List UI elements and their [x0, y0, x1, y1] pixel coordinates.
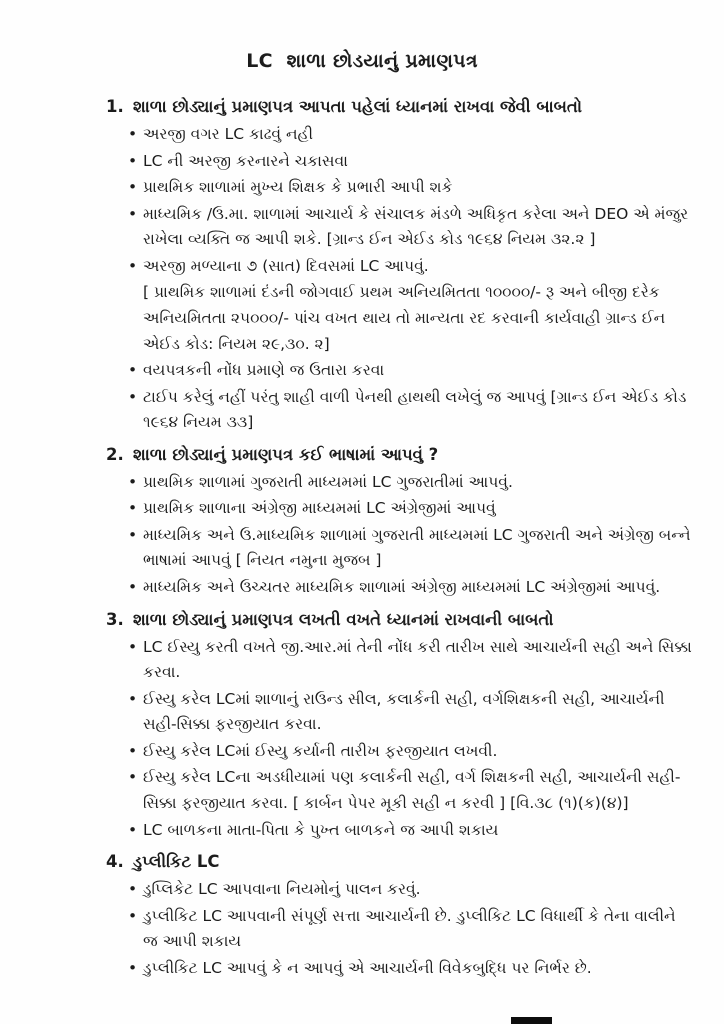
list-item-note	[128, 280, 694, 357]
bullet-icon	[128, 202, 137, 228]
section-heading	[106, 610, 694, 630]
bullet-icon	[128, 358, 137, 384]
section-1	[106, 97, 694, 436]
list-item	[128, 254, 694, 280]
list-item	[128, 202, 694, 253]
list-item	[128, 956, 694, 982]
list-item	[128, 385, 694, 436]
list-item	[128, 175, 694, 201]
bullet-icon	[128, 956, 137, 982]
bullet-icon	[128, 254, 137, 280]
list-item	[128, 358, 694, 384]
bullet-icon	[128, 470, 137, 496]
section-3	[106, 610, 694, 844]
section-number: 4.	[106, 852, 124, 872]
list-item	[128, 496, 694, 522]
item-text: વયપત્રકની નોંધ પ્રમાણે જ ઉતારા કરવા	[143, 361, 385, 380]
item-text: ડુપ્લીકિટ LC આપવાની સંપૂર્ણ સત્તા આચાર્યની છે. ડુપ્લીકિટ LC વિધાર્થી કે તેના વાલીને જ આપી શકાય	[143, 906, 676, 951]
list-item	[128, 635, 694, 686]
list-item	[128, 765, 694, 816]
section-number: 1.	[106, 97, 124, 116]
bullet-list	[106, 122, 694, 436]
bullet-icon	[128, 385, 137, 411]
bullet-icon	[128, 122, 137, 148]
item-text: LC ઈસ્યુ કરતી વખતે જી.આર.માં તેની નોંધ કરી તારીખ સાથે આચાર્યની સહી અને સિક્કા કરવા.	[143, 637, 692, 682]
item-text: પ્રાથમિક શાળામાં મુખ્ય શિક્ષક કે પ્રભારી આપી શકે	[143, 178, 453, 197]
list-item	[128, 877, 694, 903]
item-text: ઈસ્યુ કરેલ LCમાં શાળાનું રાઉન્ડ સીલ, કલાર્કની સહી, વર્ગશિક્ષકની સહી, આચાર્યની સહી-સિક્કા ફરજીયાત કરવા.	[143, 689, 665, 734]
section-4	[106, 852, 694, 981]
bullet-icon	[128, 149, 137, 175]
item-text: માધ્યમિક /ઉ.મા. શાળામાં આચાર્ય કે સંચાલક મંડળે અધિકૃત કરેલા અને DEO એ મંજુર રાખેલા વ્યક્તિ જ આપી શકે. [ગ્રાન્ડ ઈન એઈડ કોડ ૧૯૬૪ નિયમ ૩૨.૨ ]	[143, 204, 689, 249]
bullet-icon	[128, 818, 137, 844]
item-text: ઈસ્યુ કરેલ LCમાં ઈસ્યુ કર્યાની તારીખ ફરજીયાત લખવી.	[143, 741, 498, 760]
list-item	[128, 818, 694, 844]
bullet-icon	[128, 687, 137, 713]
bullet-icon	[128, 765, 137, 791]
bullet-list	[106, 635, 694, 844]
list-item	[128, 470, 694, 496]
section-heading-text: શાળા છોડ્યાનું પ્રમાણપત્ર આપતા પહેલાં ધ્યાનમાં રાખવા જેવી બાબતો	[133, 97, 582, 116]
section-heading-text: શાળા છોડ્યાનું પ્રમાણપત્ર કઈ ભાષામાં આપવું ?	[133, 444, 439, 464]
item-text: પ્રાથમિક શાળામાં ગુજરાતી માધ્યમમાં LC ગુજરાતીમાં આપવું.	[143, 472, 513, 491]
list-item	[128, 523, 694, 574]
item-text: પ્રાથમિક શાળાના અંગ્રેજી માધ્યમમાં LC અંગ્રેજીમાં આપવું	[143, 499, 496, 518]
item-text: LC બાળકના માતા-પિતા કે પુખ્ત બાળકને જ આપી શકાય	[143, 820, 499, 839]
page-title: LC શાળા છોડયાનું પ્રમાણપત્ર	[246, 50, 478, 72]
section-number: 3.	[106, 609, 124, 629]
item-text: અરજી મળ્યાના ૭ (સાત) દિવસમાં LC આપવું.	[143, 256, 429, 275]
bullet-icon	[128, 904, 137, 930]
section-2	[106, 445, 694, 601]
list-item	[128, 739, 694, 765]
item-text: ઈસ્યુ કરેલ LCના અડધીયામાં પણ કલાર્કની સહી, વર્ગ શિક્ષકની સહી, આચાર્યની સહી-સિક્કા ફરજીયાત કરવા. [ કાર્બન પેપર મૂકી સહી ન કરવી ] [વિ.૩૮ (૧)(ક)(૪)]	[143, 768, 681, 812]
bullet-icon	[128, 175, 137, 201]
bullet-icon	[128, 575, 137, 601]
bullet-icon	[128, 877, 137, 903]
item-text: ડુપ્લીકિટ LC આપવું કે ન આપવું એ આચાર્યની વિવેકબુદ્ધિ પર નિર્ભર છે.	[143, 958, 592, 977]
page-corner-mark	[511, 1017, 552, 1024]
bullet-icon	[128, 635, 137, 661]
list-item	[128, 687, 694, 738]
item-text: ટાઈપ કરેલું નહીં પરંતુ શાહી વાળી પેનથી હાથથી લખેલું જ આપવું [ગ્રાન્ડ ઈન એઈડ કોડ ૧૯૬૪ નિયમ ૩૩]	[143, 387, 687, 432]
bullet-icon	[128, 496, 137, 522]
bullet-list	[106, 877, 694, 981]
bullet-list	[106, 470, 694, 601]
section-heading-text: ડુપ્લીકિટ LC	[133, 852, 220, 872]
section-number: 2.	[106, 444, 124, 464]
item-text: માધ્યમિક અને ઉ.માધ્યમિક શાળામાં ગુજરાતી માધ્યમમાં LC ગુજરાતી અને અંગ્રેજી બન્ને ભાષામાં આપવું [ નિયત નમુના મુજબ ]	[143, 525, 691, 570]
item-text: ડુપ્લિકેટ LC આપવાના નિયમોનું પાલન કરવું.	[143, 880, 421, 899]
document-body	[0, 72, 724, 981]
bullet-icon	[128, 523, 137, 549]
section-heading	[106, 445, 694, 465]
list-item	[128, 575, 694, 601]
note-text: [ પ્રાથમિક શાળામાં દંડની જોગવાઈ પ્રથમ અનિયમિતતા ૧૦૦૦૦/- રૂ અને બીજી દરેક અનિયમિતતા ૨૫૦૦૦/- પાંચ વખત થાય તો માન્યતા રદ કરવાની કાર્યવાહી ગ્રાન્ડ ઈન એઈડ કોડ: નિયમ ૨૯,૩૦. ૨]	[143, 283, 666, 353]
section-heading-text: શાળા છોડ્યાનું પ્રમાણપત્ર લખતી વખતે ધ્યાનમાં રાખવાની બાબતો	[133, 609, 554, 629]
section-heading	[106, 852, 694, 872]
section-heading	[106, 97, 694, 117]
bullet-icon	[128, 739, 137, 765]
item-text: LC ની અરજી કરનારને ચકાસવા	[143, 151, 348, 170]
item-text: માધ્યમિક અને ઉચ્ચતર માધ્યમિક શાળામાં અંગ્રેજી માધ્યમમાં LC અંગ્રેજીમાં આપવું.	[143, 578, 661, 596]
item-text: અરજી વગર LC કાઢવું નહી	[143, 125, 314, 143]
list-item	[128, 122, 694, 148]
list-item	[128, 149, 694, 175]
list-item	[128, 904, 694, 955]
